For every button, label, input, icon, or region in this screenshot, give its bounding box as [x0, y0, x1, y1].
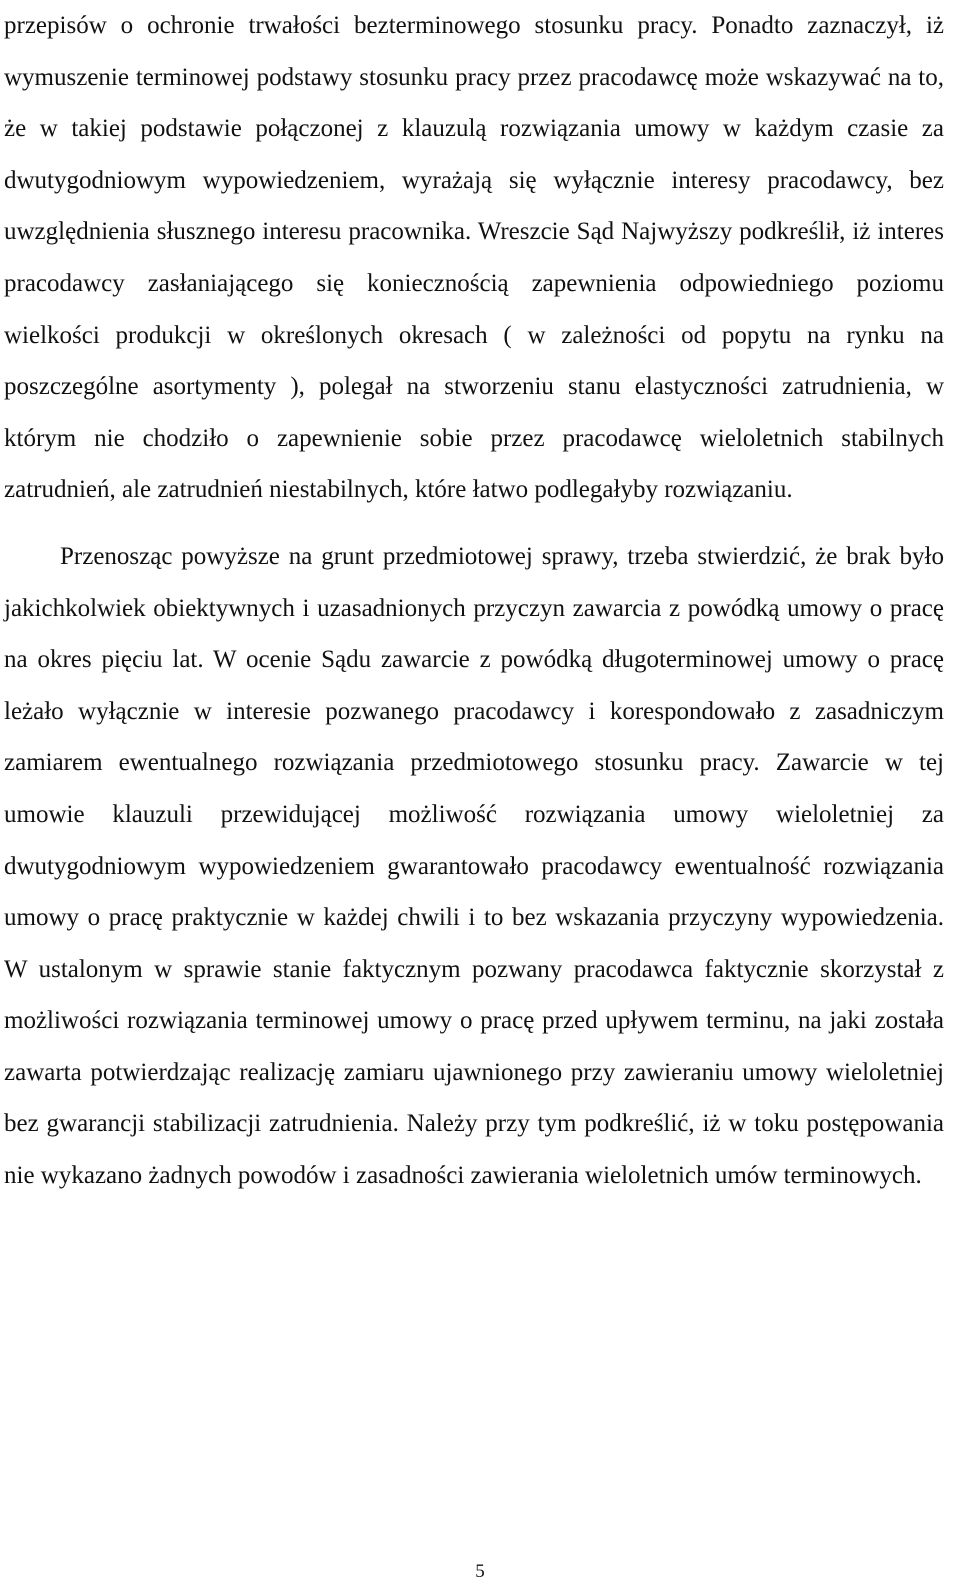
page-number: 5: [475, 1561, 485, 1582]
paragraph-spacer: [4, 516, 944, 531]
paragraph-analysis: Przenosząc powyższe na grunt przedmiotowej sprawy, trzeba stwierdzić, że brak było jakichkolwiek obiektywnych i uzasadnionych przyczyn zawarcia z powódką umowy o pracę na okres pięciu lat. W ocenie Sądu zawarcie z powódką długoterminowej umowy o pracę leżało wyłącznie w interesie pozwanego pracodawcy i korespondowało z zasadniczym zamiarem ewentualnego rozwiązania przedmiotowego stosunku pracy. Zawarcie w tej umowie klauzuli przewidującej możliwość rozwiązania umowy wieloletniej za dwutygodniowym wypowiedzeniem gwarantowało pracodawcy ewentualność rozwiązania umowy o pracę praktycznie w każdej chwili i to bez wskazania przyczyny wypowiedzenia. W ustalonym w sprawie stanie faktycznym pozwany pracodawca faktycznie skorzystał z możliwości rozwiązania terminowej umowy o pracę przed upływem terminu, na jaki została zawarta potwierdzając realizację zamiaru ujawnionego przy zawieraniu umowy wieloletniej bez gwarancji stabilizacji zatrudnienia. Należy przy tym podkreślić, iż w toku postępowania nie wykazano żadnych powodów i zasadności zawierania wieloletnich umów terminowych.: [4, 542, 944, 1190]
paragraph-continuation: przepisów o ochronie trwałości bezterminowego stosunku pracy. Ponadto zaznaczył, iż wymuszenie terminowej podstawy stosunku pracy przez pracodawcę może wskazywać na to, że w takiej podstawie połączonej z klauzulą rozwiązania umowy w każdym czasie za dwutygodniowym wypowiedzeniem, wyrażają się wyłącznie interesy pracodawcy, bez uwzględnienia słusznego interesu pracownika. Wreszcie Sąd Najwyższy podkreślił, iż interes pracodawcy zasłaniającego się koniecznością zapewnienia odpowiedniego poziomu wielkości produkcji w określonych okresach ( w zależności od popytu na rynku na poszczególne asortymenty ), polegał na stworzeniu stanu elastyczności zatrudnienia, w którym nie chodziło o zapewnienie sobie przez pracodawcę wieloletnich stabilnych zatrudnień, ale zatrudnień niestabilnych, które łatwo podlegałyby rozwiązaniu.: [4, 12, 944, 504]
document-body: [4, 0, 944, 1202]
